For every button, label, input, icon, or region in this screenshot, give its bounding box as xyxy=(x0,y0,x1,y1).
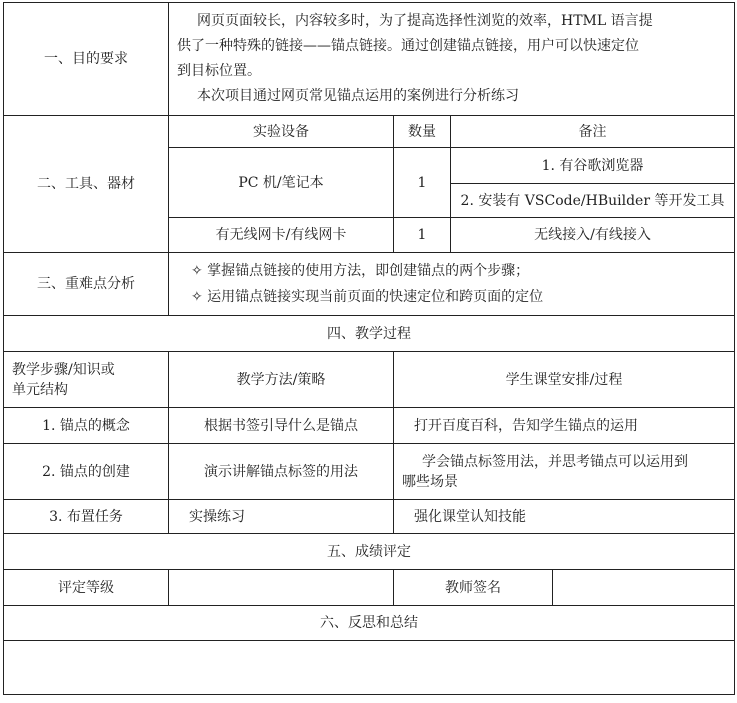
teaching-header-row xyxy=(4,352,735,408)
teaching-method-2: 演示讲解锚点标签的用法 xyxy=(169,444,394,500)
tools-note-nic: 无线接入/有线接入 xyxy=(451,218,735,253)
teaching-arrangement-2-line-1: 学会锚点标签用法，并思考锚点可以运用到 xyxy=(422,453,688,470)
teaching-header-step-line-1: 教学步骤/知识或 xyxy=(12,361,115,378)
key-points-content xyxy=(169,253,735,316)
tools-qty-pc: 1 xyxy=(394,148,451,218)
teaching-row-2 xyxy=(4,444,735,500)
grade-label: 评定等级 xyxy=(4,570,169,606)
tools-device-pc: PC 机/笔记本 xyxy=(169,148,394,218)
key-point-2: ✧ 运用锚点链接实现当前页面的快速定位和跨页面的定位 xyxy=(191,289,544,305)
teaching-header-method: 教学方法/策略 xyxy=(169,352,394,408)
teaching-row-1 xyxy=(4,408,735,444)
objectives-line-4: 本次项目通过网页常见锚点运用的案例进行分析练习 xyxy=(197,88,519,104)
objectives-label: 一、目的要求 xyxy=(4,3,169,116)
teaching-step-2: 2. 锚点的创建 xyxy=(4,444,169,500)
reflection-title-row xyxy=(4,606,735,641)
grading-title: 五、成绩评定 xyxy=(4,534,735,570)
reflection-content-row xyxy=(4,641,735,695)
grading-row xyxy=(4,570,735,606)
objectives-content xyxy=(169,3,735,116)
teaching-arrangement-2-line-2: 哪些场景 xyxy=(402,473,458,490)
teaching-process-title-row xyxy=(4,316,735,352)
tools-label: 二、工具、器材 xyxy=(4,116,169,253)
section-key-points xyxy=(4,253,735,316)
teaching-arrangement-3: 强化课堂认知技能 xyxy=(394,500,735,534)
teacher-signature-label: 教师签名 xyxy=(394,570,553,606)
teaching-arrangement-1: 打开百度百科，告知学生锚点的运用 xyxy=(394,408,735,444)
lesson-plan-table xyxy=(3,2,735,695)
grading-title-row xyxy=(4,534,735,570)
tools-qty-nic: 1 xyxy=(394,218,451,253)
key-points-label: 三、重难点分析 xyxy=(4,253,169,316)
teaching-header-arrangement: 学生课堂安排/过程 xyxy=(394,352,735,408)
key-point-1: ✧ 掌握锚点链接的使用方法，即创建锚点的两个步骤； xyxy=(191,263,530,279)
teaching-step-1: 1. 锚点的概念 xyxy=(4,408,169,444)
teacher-signature-field[interactable] xyxy=(553,570,735,606)
teaching-method-3: 实操练习 xyxy=(169,500,394,534)
tools-note-1: 1. 有谷歌浏览器 xyxy=(451,148,735,184)
objectives-line-2: 供了一种特殊的链接——锚点链接。通过创建锚点链接，用户可以快速定位 xyxy=(177,38,639,54)
objectives-line-1: 网页页面较长，内容较多时，为了提高选择性浏览的效率，HTML 语言提 xyxy=(197,13,653,29)
section-objectives xyxy=(4,3,735,116)
tools-device-nic: 有无线网卡/有线网卡 xyxy=(169,218,394,253)
tools-header-qty: 数量 xyxy=(394,116,451,148)
reflection-content-field[interactable] xyxy=(4,641,735,695)
tools-header-note: 备注 xyxy=(451,116,735,148)
teaching-row-3 xyxy=(4,500,735,534)
grade-value-field[interactable] xyxy=(169,570,394,606)
objectives-line-3: 到目标位置。 xyxy=(177,63,261,79)
teaching-step-3: 3. 布置任务 xyxy=(4,500,169,534)
teaching-method-1: 根据书签引导什么是锚点 xyxy=(169,408,394,444)
teaching-process-title: 四、教学过程 xyxy=(4,316,735,352)
tools-note-2: 2. 安装有 VSCode/HBuilder 等开发工具 xyxy=(451,184,735,218)
tools-header-device: 实验设备 xyxy=(169,116,394,148)
teaching-header-step-line-2: 单元结构 xyxy=(12,381,68,398)
teaching-arrangement-2 xyxy=(394,444,735,500)
tools-header-row xyxy=(4,116,735,148)
teaching-header-step xyxy=(4,352,169,408)
reflection-title: 六、反思和总结 xyxy=(4,606,735,641)
